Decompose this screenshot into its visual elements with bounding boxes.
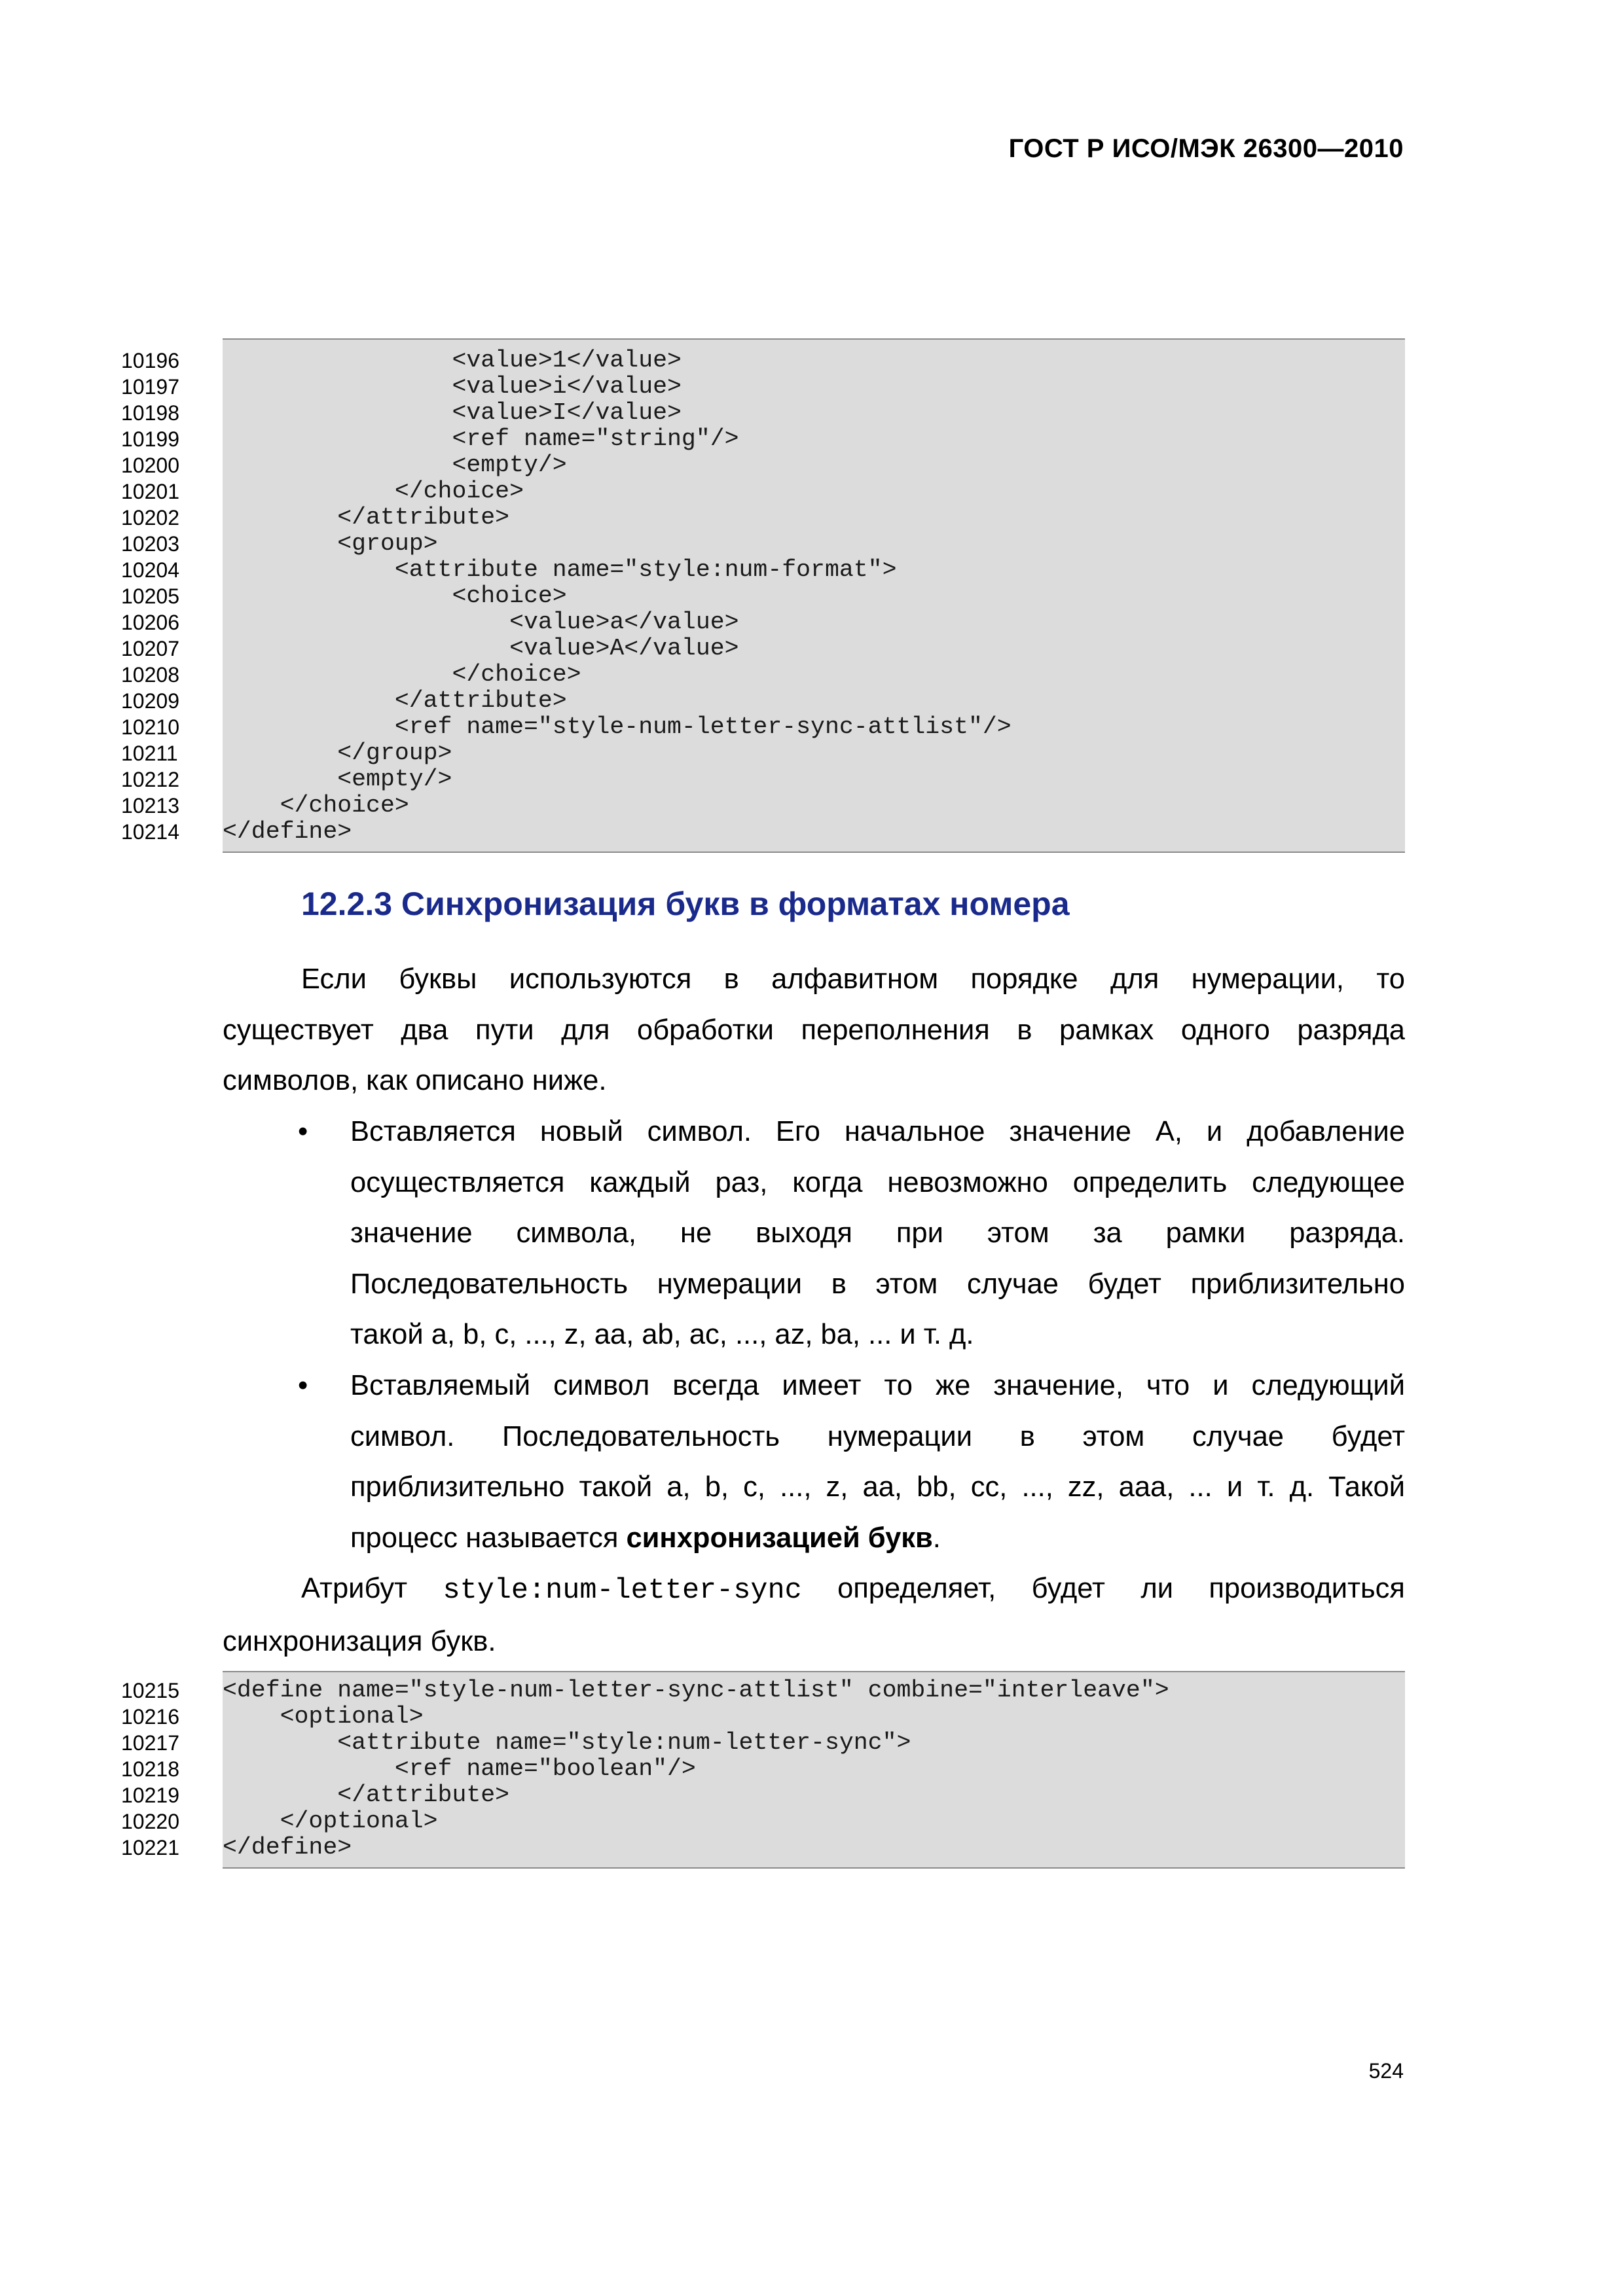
code-line: [121, 373, 1405, 400]
line-number: 10217: [121, 1731, 179, 1755]
paragraph-line: синхронизация букв.: [223, 1625, 496, 1657]
line-number: 10210: [121, 715, 179, 739]
text-span: определяет, будет ли производиться: [801, 1573, 1405, 1604]
intro-paragraph: [223, 954, 1405, 1107]
code-line: [121, 425, 1405, 452]
paragraph-line: существует два пути для обработки переполнения в рамках одного разряда: [223, 1014, 1405, 1046]
code-line: [121, 347, 1405, 374]
line-number: 10199: [121, 427, 179, 451]
code-text: </choice>: [223, 661, 581, 688]
line-number: 10197: [121, 375, 179, 399]
line-number: 10198: [121, 401, 179, 425]
code-text: </attribute>: [223, 504, 510, 531]
text-span: .: [932, 1522, 941, 1554]
line-number: 10204: [121, 558, 179, 582]
code-text: <ref name="style-num-letter-sync-attlist"/>: [223, 713, 1012, 740]
code-text: <value>a</value>: [223, 609, 739, 636]
code-line: [121, 504, 1405, 531]
code-text: </group>: [223, 740, 452, 766]
line-number: 10215: [121, 1679, 179, 1702]
line-number: 10213: [121, 794, 179, 817]
code-text: <optional>: [223, 1703, 424, 1730]
code-block: [121, 1671, 1405, 1869]
line-number: 10218: [121, 1757, 179, 1781]
bullet-line: такой a, b, c, ..., z, aa, ab, ac, ..., az, ba, ... и т. д.: [350, 1319, 974, 1350]
code-text: <empty/>: [223, 766, 452, 793]
code-line: [121, 530, 1405, 557]
bullet-line: Последовательность нумерации в этом случае будет приблизительно: [350, 1268, 1405, 1300]
line-number: 10207: [121, 637, 179, 660]
line-number: 10211: [121, 742, 178, 765]
section-title: 12.2.3 Синхронизация букв в форматах номера: [301, 886, 1070, 922]
code-text: <value>1</value>: [223, 347, 682, 374]
code-text: <define name="style-num-letter-sync-attlist" combine="interleave">: [223, 1677, 1169, 1704]
code-line: [121, 740, 1405, 766]
code-line: [121, 1834, 1405, 1861]
bullet-icon: •: [298, 1116, 308, 1147]
code-line: [121, 1755, 1405, 1782]
code-line: [121, 478, 1405, 505]
page-number: 524: [1368, 2059, 1404, 2083]
code-line: [121, 452, 1405, 478]
code-block: [121, 338, 1405, 853]
code-line: [121, 1703, 1405, 1730]
line-number: 10209: [121, 689, 179, 713]
text-span: процесс называется: [350, 1522, 627, 1554]
code-text: </optional>: [223, 1808, 438, 1835]
bullet-text: [350, 1107, 1405, 1361]
text-span: Атрибут: [301, 1573, 443, 1604]
line-number: 10200: [121, 454, 179, 477]
code-line: [121, 1782, 1405, 1808]
code-text: </choice>: [223, 792, 409, 819]
code-text: <empty/>: [223, 452, 567, 478]
line-number: 10220: [121, 1810, 179, 1833]
code-text: <value>i</value>: [223, 373, 682, 400]
line-number: 10206: [121, 611, 179, 634]
attribute-paragraph: [223, 1564, 1405, 1667]
line-number: 10196: [121, 349, 179, 372]
bullet-icon: •: [298, 1370, 308, 1401]
line-number: 10202: [121, 506, 179, 529]
code-text: <attribute name="style:num-format">: [223, 556, 897, 583]
code-text: </define>: [223, 1834, 352, 1861]
code-text: <attribute name="style:num-letter-sync">: [223, 1729, 911, 1756]
bullet-line: осуществляется каждый раз, когда невозможно определить следующее: [350, 1166, 1405, 1198]
code-line: [121, 583, 1405, 609]
bullet-line: приблизительно такой a, b, c, ..., z, aa, bb, cc, ..., zz, aaa, ... и т. д. Такой: [350, 1471, 1405, 1503]
line-number: 10205: [121, 584, 179, 608]
code-text: </attribute>: [223, 687, 567, 714]
code-line: [121, 792, 1405, 819]
line-number: 10216: [121, 1705, 179, 1729]
line-number: 10214: [121, 820, 179, 844]
bullet-line: [350, 1513, 1405, 1564]
line-number: 10219: [121, 1784, 179, 1807]
code-line: [121, 1677, 1405, 1704]
code-line: [121, 713, 1405, 740]
bold-term: синхронизацией букв: [626, 1522, 933, 1554]
code-text: <group>: [223, 530, 438, 557]
code-line: [121, 1808, 1405, 1835]
bullet-line: Вставляемый символ всегда имеет то же значение, что и следующий: [350, 1370, 1405, 1401]
paragraph-line: Если буквы используются в алфавитном порядке для нумерации, то: [301, 963, 1405, 995]
code-line: [121, 556, 1405, 583]
line-number: 10221: [121, 1836, 179, 1859]
code-line: [121, 1729, 1405, 1756]
line-number: 10208: [121, 663, 179, 687]
code-text: <ref name="boolean"/>: [223, 1755, 696, 1782]
code-line: [121, 766, 1405, 793]
code-text: <value>I</value>: [223, 399, 682, 426]
code-line: [121, 399, 1405, 426]
line-number: 10212: [121, 768, 179, 791]
bullet-line: символ. Последовательность нумерации в этом случае будет: [350, 1420, 1405, 1452]
code-text: </attribute>: [223, 1782, 510, 1808]
code-line: [121, 609, 1405, 636]
code-line: [121, 661, 1405, 688]
code-line: [121, 635, 1405, 662]
document-header: ГОСТ Р ИСО/МЭК 26300—2010: [1008, 134, 1404, 163]
paragraph-line: символов, как описано ниже.: [223, 1065, 607, 1096]
bullet-text: [350, 1361, 1405, 1564]
code-line: [121, 818, 1405, 845]
code-text: <ref name="string"/>: [223, 425, 739, 452]
code-text: </define>: [223, 818, 352, 845]
code-text: </choice>: [223, 478, 524, 505]
line-number: 10203: [121, 532, 179, 556]
bullet-line: Вставляется новый символ. Его начальное значение А, и добавление: [350, 1116, 1405, 1147]
line-number: 10201: [121, 480, 179, 503]
code-text: <choice>: [223, 583, 567, 609]
inline-code: style:num-letter-sync: [443, 1575, 802, 1607]
code-text: <value>A</value>: [223, 635, 739, 662]
code-line: [121, 687, 1405, 714]
bullet-line: значение символа, не выходя при этом за рамки разряда.: [350, 1217, 1405, 1249]
